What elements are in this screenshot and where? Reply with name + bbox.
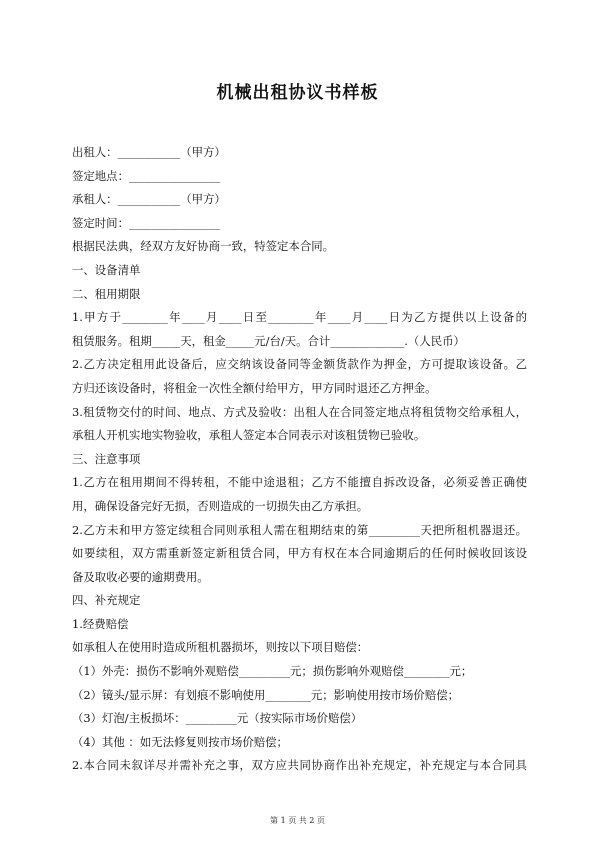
body-line: 签定地点：________________ <box>72 168 221 183</box>
page-footer: 第 1 页 共 2 页 <box>270 816 325 825</box>
body-line: （2）镜头/显示屏：有划痕不影响使用________元；影响使用按市场价赔偿； <box>72 687 459 702</box>
document-title: 机械出租协议书样板 <box>216 83 379 103</box>
body-line: 一、设备清单 <box>72 262 141 277</box>
body-line: 签定时间：________________ <box>72 215 221 230</box>
body-line: 承租人：___________（甲方） <box>72 192 226 207</box>
body-line: 三、注意事项 <box>72 451 141 466</box>
body-line: 3.租赁物交付的时间、地点、方式及验收：出租人在合同签定地点将租赁物交给承租人， <box>72 404 527 419</box>
body-line: 如要续租，双方需重新签定新租赁合同，甲方有权在本合同逾期后的任何时候收回该设 <box>72 546 527 561</box>
body-line: 用，确保设备完好无损，否则造成的一切损失由乙方承担。 <box>72 498 369 513</box>
body-line: 1.乙方在租用期间不得转租，不能中途退租；乙方不能擅自拆改设备，必须妥善正确使 <box>72 475 527 490</box>
body-line: 1.经费赔偿 <box>72 616 129 631</box>
body-line: 出租人：___________（甲方） <box>72 145 226 159</box>
body-line: 四、补充规定 <box>72 593 141 608</box>
body-line: （1）外壳：损伤不影响外观赔偿_________元；损伤影响外观赔偿________元； <box>72 664 473 679</box>
body-line: （4）其他 ：如无法修复则按市场价赔偿； <box>72 734 288 749</box>
body-line: 租赁服务。租期_____天，租金_____元/台/天。合计_____________.（人民币） <box>72 333 465 348</box>
body-line: 2.乙方未和甲方签定续租合同则承租人需在租期结束的第_________天把所租机器退还。 <box>72 522 527 537</box>
body-line: 根据民法典，经双方友好协商一致，特签定本合同。 <box>72 239 334 254</box>
document-body <box>72 141 527 778</box>
body-line: 方归还该设备时，将租金一次性全额付给甲方，甲方同时退还乙方押金。 <box>72 380 437 395</box>
body-line: 二、租用期限 <box>72 286 141 301</box>
body-line: 1.甲方于________年____月____日至________年____月____日为乙方提供以上设备的 <box>72 310 527 325</box>
body-line: 如承租人在使用时造成所租机器损坏，则按以下项目赔偿： <box>72 640 369 655</box>
body-line: 2.本合同未叙详尽并需补充之事，双方应共同协商作出补充规定，补充规定与本合同具 <box>72 758 527 773</box>
body-line: 备及取收必要的逾期费用。 <box>72 569 209 584</box>
body-line: 2.乙方决定租用此设备后，应交纳该设备同等金额货款作为押金，方可提取该设备。乙 <box>72 357 527 372</box>
body-line: （3）灯泡/主板损坏：_________元（按实际市场价赔偿） <box>72 711 363 726</box>
body-line: 承租人开机实地实物验收，承租人签定本合同表示对该租赁物已验收。 <box>72 428 426 443</box>
